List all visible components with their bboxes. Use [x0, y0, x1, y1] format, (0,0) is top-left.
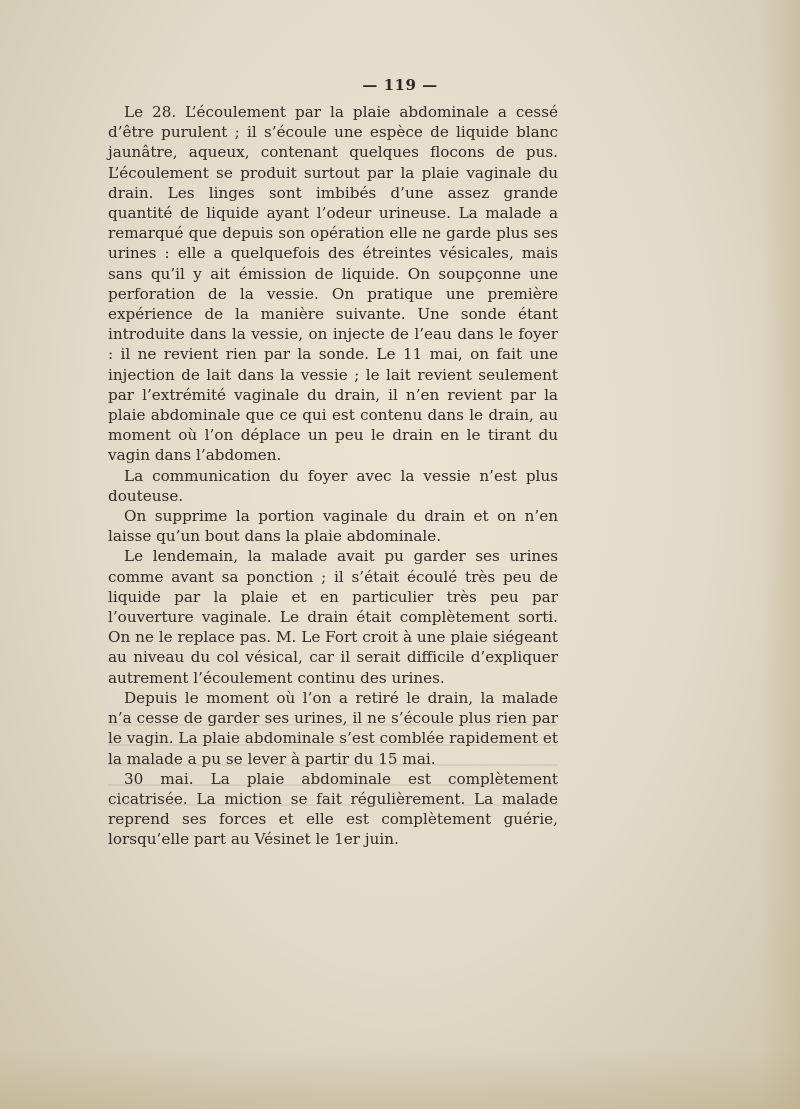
paper-bottom-shading — [0, 1049, 800, 1109]
paragraph-5: Depuis le moment où l’on a retiré le drain, la malade n’a cesse de garder ses urines, il ne s’écoule plus rien par le vagin. La plaie abdominale s’est comblée rapidement et la malade a pu se lever à partir du 15 mai. — [108, 688, 558, 768]
paragraph-6: 30 mai. La plaie abdominale est complètement cicatrisée. La miction se fait régulièrement. La malade reprend ses forces et elle est complètement guérie, lorsqu’elle part au Vésinet le 1er juin. — [108, 769, 558, 849]
paragraph-4: Le lendemain, la malade avait pu garder ses urines comme avant sa ponction ; il s’était écoulé très peu de liquide par la plaie et en particulier très peu par l’ouverture vaginale. Le drain était complètement sorti. On ne le replace pas. M. Le Fort croit à une plaie siégeant au niveau du col vésical, car il serait difficile d’expliquer autrement l’écoulement continu des urines. — [108, 547, 558, 687]
paper-edge-shading — [760, 0, 800, 1109]
paragraph-2: La communication du foyer avec la vessie n’est plus douteuse. — [108, 466, 558, 505]
bleed-through-texture — [108, 712, 558, 812]
page-number: — 119 — — [362, 76, 438, 94]
paragraph-1: Le 28. L’écoulement par la plaie abdominale a cessé d’être purulent ; il s’écoule une espèce de liquide blanc jaunâtre, aqueux, contenant quelques flocons de pus. L’écoulement se produit surtout par la plaie vaginale du drain. Les linges sont imbibés d’une assez grande quantité de liquide ayant l’odeur urineuse. La malade a remarqué que depuis son opération elle ne garde plus ses urines : elle a quelquefois des étreintes vésicales, mais sans qu’il y ait émission de liquide. On soupçonne une perforation de la vessie. On pratique une première expérience de la manière suivante. Une sonde étant introduite dans la vessie, on injecte de l’eau dans le foyer : il ne revient rien par la sonde. Le 11 mai, on fait une injection de lait dans la vessie ; le lait revient seulement par l’extrémité vaginale du drain, il n’en revient par la plaie abdominale que ce qui est contenu dans le drain, au moment où l’on déplace un peu le drain en le tirant du vagin dans l’abdomen. — [108, 103, 558, 465]
paragraph-3: On supprime la portion vaginale du drain et on n’en laisse qu’un bout dans la plaie abdominale. — [108, 507, 558, 546]
